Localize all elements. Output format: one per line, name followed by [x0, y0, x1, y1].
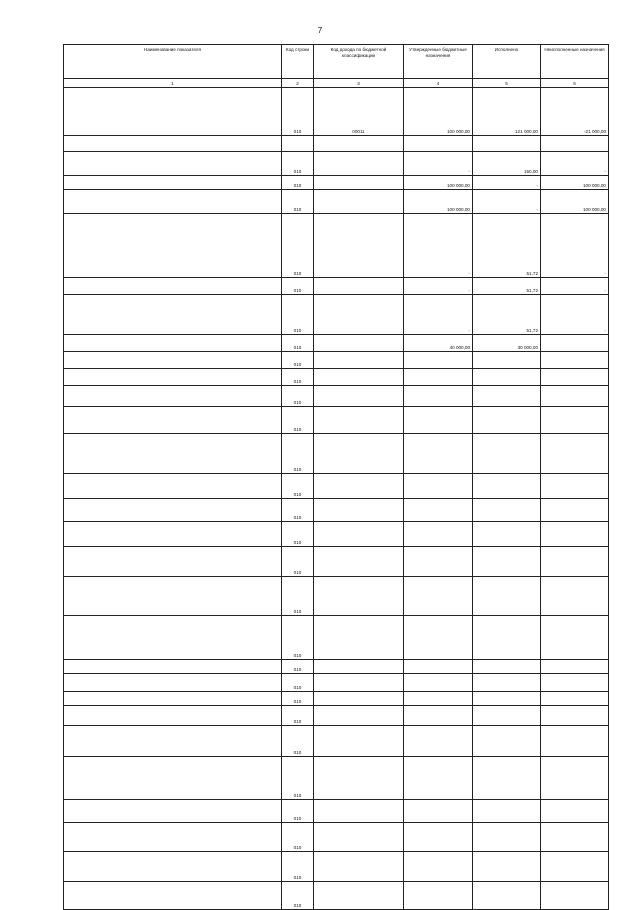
table-row	[64, 434, 609, 474]
row-unexecuted: -21 000,00	[541, 88, 609, 136]
row-unexecuted	[541, 499, 609, 522]
row-line-code: 010	[282, 152, 314, 176]
row-approved	[404, 726, 473, 757]
row-executed: 51,72	[473, 295, 541, 335]
row-line-code: 010	[282, 278, 314, 295]
table-row	[64, 295, 609, 335]
row-executed	[473, 386, 541, 407]
header-cell: Утвержденные бюджетные назначения	[404, 45, 473, 79]
row-approved: -	[404, 278, 473, 295]
table-row	[64, 136, 609, 152]
row-income-code	[314, 800, 404, 823]
row-approved	[404, 757, 473, 800]
table-row	[64, 278, 609, 295]
row-income-code	[314, 152, 404, 176]
row-line-code: 010	[282, 434, 314, 474]
row-name	[64, 434, 282, 474]
row-name	[64, 335, 282, 352]
row-approved	[404, 474, 473, 499]
row-approved	[404, 823, 473, 852]
row-name	[64, 823, 282, 852]
row-name	[64, 214, 282, 278]
header-cell: Код дохода по бюджетной классификации	[314, 45, 404, 79]
row-approved	[404, 706, 473, 726]
row-executed	[473, 674, 541, 692]
row-executed	[473, 882, 541, 910]
row-executed: -	[473, 190, 541, 214]
table-body	[64, 88, 609, 910]
row-line-code: 010	[282, 706, 314, 726]
row-approved	[404, 434, 473, 474]
row-unexecuted	[541, 757, 609, 800]
row-income-code	[314, 660, 404, 674]
table-row	[64, 190, 609, 214]
row-line-code: 010	[282, 176, 314, 190]
table-row	[64, 674, 609, 692]
row-executed	[473, 136, 541, 152]
table-row	[64, 522, 609, 547]
table-row	[64, 616, 609, 660]
row-income-code	[314, 522, 404, 547]
table-row	[64, 152, 609, 176]
row-approved	[404, 136, 473, 152]
row-unexecuted	[541, 547, 609, 577]
table-row	[64, 352, 609, 369]
table-row	[64, 499, 609, 522]
page-number: 7	[317, 26, 323, 35]
row-unexecuted	[541, 474, 609, 499]
row-approved	[404, 852, 473, 882]
table-row	[64, 577, 609, 616]
column-number: 1	[64, 79, 282, 88]
row-income-code	[314, 352, 404, 369]
row-unexecuted	[541, 674, 609, 692]
row-income-code	[314, 726, 404, 757]
row-executed: 51,72	[473, 278, 541, 295]
budget-execution-table	[63, 44, 609, 910]
row-executed	[473, 407, 541, 434]
row-executed	[473, 757, 541, 800]
row-income-code	[314, 692, 404, 706]
table-row	[64, 757, 609, 800]
row-line-code	[282, 136, 314, 152]
row-executed	[473, 369, 541, 386]
row-name	[64, 577, 282, 616]
row-income-code	[314, 386, 404, 407]
row-income-code	[314, 369, 404, 386]
row-approved	[404, 522, 473, 547]
table-row	[64, 88, 609, 136]
table-row	[64, 882, 609, 910]
row-line-code: 010	[282, 823, 314, 852]
row-name	[64, 295, 282, 335]
header-cell: Наименование показателя	[64, 45, 282, 79]
table-row	[64, 214, 609, 278]
table-row	[64, 852, 609, 882]
table-row	[64, 800, 609, 823]
row-approved	[404, 352, 473, 369]
row-unexecuted	[541, 522, 609, 547]
row-income-code	[314, 136, 404, 152]
row-approved: 100 000,00	[404, 176, 473, 190]
row-income-code	[314, 499, 404, 522]
row-approved	[404, 692, 473, 706]
row-executed	[473, 577, 541, 616]
row-line-code: 010	[282, 674, 314, 692]
row-name	[64, 852, 282, 882]
row-executed	[473, 499, 541, 522]
column-number: 2	[282, 79, 314, 88]
row-unexecuted	[541, 386, 609, 407]
row-executed	[473, 522, 541, 547]
row-approved	[404, 386, 473, 407]
row-executed	[473, 706, 541, 726]
row-line-code: 010	[282, 660, 314, 674]
row-line-code: 010	[282, 335, 314, 352]
row-name	[64, 674, 282, 692]
row-line-code: 010	[282, 474, 314, 499]
table-row	[64, 407, 609, 434]
row-unexecuted	[541, 823, 609, 852]
row-executed: 30 000,00	[473, 335, 541, 352]
row-line-code: 010	[282, 852, 314, 882]
row-name	[64, 616, 282, 660]
row-name	[64, 706, 282, 726]
row-unexecuted: -	[541, 278, 609, 295]
row-approved	[404, 369, 473, 386]
row-unexecuted	[541, 706, 609, 726]
row-line-code: 010	[282, 499, 314, 522]
row-name	[64, 757, 282, 800]
row-line-code: 010	[282, 214, 314, 278]
row-income-code	[314, 190, 404, 214]
row-name	[64, 352, 282, 369]
row-unexecuted	[541, 577, 609, 616]
row-approved: 100 000,00	[404, 88, 473, 136]
row-approved	[404, 407, 473, 434]
row-name	[64, 882, 282, 910]
row-unexecuted	[541, 616, 609, 660]
row-approved	[404, 800, 473, 823]
row-name	[64, 474, 282, 499]
row-income-code	[314, 295, 404, 335]
row-unexecuted: 100 000,00	[541, 190, 609, 214]
row-executed	[473, 434, 541, 474]
row-line-code: 010	[282, 882, 314, 910]
row-line-code: 010	[282, 88, 314, 136]
row-name	[64, 660, 282, 674]
row-income-code	[314, 882, 404, 910]
row-approved: 100 000,00	[404, 190, 473, 214]
row-name	[64, 499, 282, 522]
row-line-code: 010	[282, 295, 314, 335]
header-cell: Неисполненные назначения	[541, 45, 609, 79]
row-executed: 150,00	[473, 152, 541, 176]
row-approved	[404, 547, 473, 577]
row-unexecuted	[541, 726, 609, 757]
row-unexecuted	[541, 852, 609, 882]
row-line-code: 010	[282, 352, 314, 369]
row-executed	[473, 692, 541, 706]
row-name	[64, 800, 282, 823]
table-row	[64, 660, 609, 674]
row-unexecuted	[541, 882, 609, 910]
row-unexecuted	[541, 369, 609, 386]
row-line-code: 010	[282, 726, 314, 757]
row-executed	[473, 616, 541, 660]
column-number: 6	[541, 79, 609, 88]
row-line-code: 010	[282, 757, 314, 800]
row-name	[64, 522, 282, 547]
row-name	[64, 407, 282, 434]
row-name	[64, 386, 282, 407]
row-line-code: 010	[282, 522, 314, 547]
column-number: 5	[473, 79, 541, 88]
row-executed	[473, 547, 541, 577]
row-name	[64, 190, 282, 214]
row-executed: -	[473, 176, 541, 190]
row-name	[64, 726, 282, 757]
row-income-code	[314, 335, 404, 352]
row-executed	[473, 852, 541, 882]
header-row	[64, 45, 609, 79]
row-unexecuted	[541, 434, 609, 474]
row-approved	[404, 499, 473, 522]
row-line-code: 010	[282, 190, 314, 214]
table-row	[64, 692, 609, 706]
row-approved	[404, 660, 473, 674]
column-number: 4	[404, 79, 473, 88]
row-income-code	[314, 757, 404, 800]
row-executed: 51,72	[473, 214, 541, 278]
row-unexecuted	[541, 407, 609, 434]
row-approved: 40 000,00	[404, 335, 473, 352]
header-cell: Код строки	[282, 45, 314, 79]
row-line-code: 010	[282, 407, 314, 434]
table-row	[64, 823, 609, 852]
row-approved: -	[404, 295, 473, 335]
row-income-code	[314, 577, 404, 616]
row-unexecuted: 100 000,00	[541, 176, 609, 190]
row-line-code: 010	[282, 616, 314, 660]
row-unexecuted: -	[541, 295, 609, 335]
row-income-code	[314, 547, 404, 577]
row-line-code: 010	[282, 386, 314, 407]
row-executed	[473, 800, 541, 823]
row-executed	[473, 474, 541, 499]
table-row	[64, 386, 609, 407]
row-income-code	[314, 706, 404, 726]
row-name	[64, 136, 282, 152]
row-name	[64, 88, 282, 136]
row-income-code: 00011	[314, 88, 404, 136]
row-approved	[404, 616, 473, 660]
row-name	[64, 152, 282, 176]
row-line-code: 010	[282, 369, 314, 386]
row-income-code	[314, 674, 404, 692]
table-row	[64, 547, 609, 577]
row-approved	[404, 674, 473, 692]
row-unexecuted	[541, 352, 609, 369]
table-row	[64, 706, 609, 726]
column-number: 3	[314, 79, 404, 88]
row-income-code	[314, 214, 404, 278]
row-executed	[473, 352, 541, 369]
row-income-code	[314, 616, 404, 660]
row-unexecuted	[541, 660, 609, 674]
row-income-code	[314, 823, 404, 852]
table-row	[64, 474, 609, 499]
row-unexecuted	[541, 692, 609, 706]
row-executed: 121 000,00	[473, 88, 541, 136]
row-name	[64, 278, 282, 295]
row-unexecuted	[541, 136, 609, 152]
row-line-code: 010	[282, 547, 314, 577]
row-line-code: 010	[282, 577, 314, 616]
row-income-code	[314, 407, 404, 434]
row-executed	[473, 823, 541, 852]
row-income-code	[314, 474, 404, 499]
row-approved	[404, 577, 473, 616]
table-row	[64, 726, 609, 757]
row-unexecuted	[541, 335, 609, 352]
row-line-code: 010	[282, 692, 314, 706]
row-income-code	[314, 852, 404, 882]
row-name	[64, 369, 282, 386]
row-line-code: 010	[282, 800, 314, 823]
table-row	[64, 335, 609, 352]
row-unexecuted: -	[541, 152, 609, 176]
header-cell: Исполнено	[473, 45, 541, 79]
row-unexecuted: -	[541, 214, 609, 278]
row-name	[64, 547, 282, 577]
row-unexecuted	[541, 800, 609, 823]
row-approved	[404, 882, 473, 910]
table-row	[64, 369, 609, 386]
row-name	[64, 176, 282, 190]
column-number-row	[64, 79, 609, 88]
row-approved: -	[404, 152, 473, 176]
row-name	[64, 692, 282, 706]
row-executed	[473, 726, 541, 757]
row-income-code	[314, 278, 404, 295]
table-row	[64, 176, 609, 190]
row-income-code	[314, 176, 404, 190]
row-executed	[473, 660, 541, 674]
row-approved: -	[404, 214, 473, 278]
row-income-code	[314, 434, 404, 474]
